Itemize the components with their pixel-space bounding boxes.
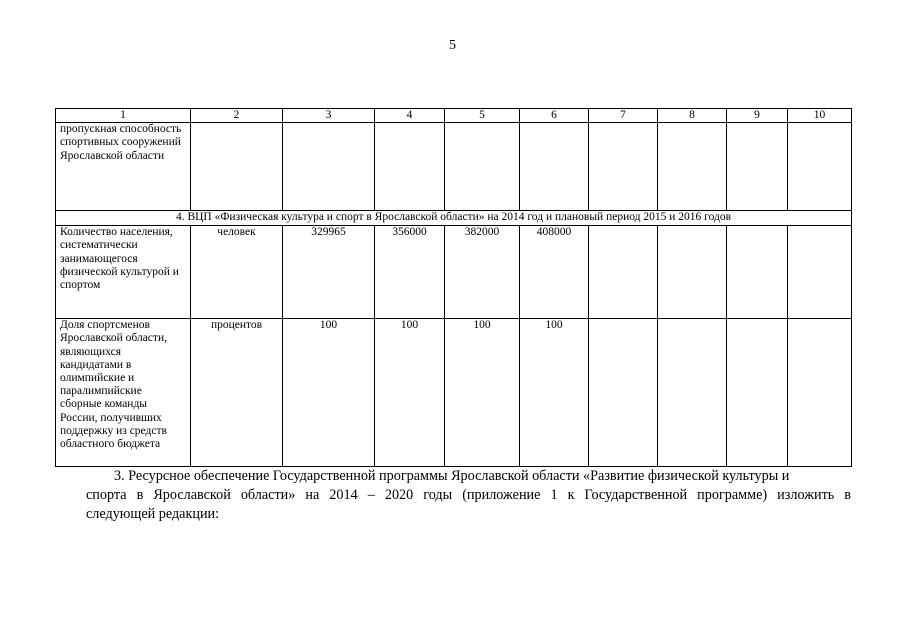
- value-cell-3: 100: [283, 319, 375, 467]
- page-number: 5: [449, 38, 456, 53]
- table-row: [56, 123, 852, 211]
- value-cell-5: 382000: [445, 226, 520, 319]
- value-cell-3: 329965: [283, 226, 375, 319]
- table-cell: [375, 123, 445, 211]
- col-header-9: 9: [727, 109, 788, 123]
- table-cell: [788, 226, 852, 319]
- table-cell: [658, 226, 727, 319]
- col-header-2: 2: [191, 109, 283, 123]
- row-label: Количество населения, систематически занимающегося физической культурой и спортом: [56, 226, 191, 319]
- table-cell: [191, 123, 283, 211]
- col-header-7: 7: [589, 109, 658, 123]
- value-cell-5: 100: [445, 319, 520, 467]
- paragraph-line-2: спорта в Ярославской области» на 2014 – 2020 годы (приложение 1 к Государственной программе) изложить в: [86, 487, 851, 503]
- row-label: Доля спортсменов Ярославской области, являющихся кандидатами в олимпийские и паралимпийские сборные команды России, получивших поддержку из средств областного бюджета: [56, 319, 191, 467]
- section-title: 4. ВЦП «Физическая культура и спорт в Ярославской области» на 2014 год и плановый период 2015 и 2016 годов: [56, 211, 852, 226]
- table-cell: [788, 123, 852, 211]
- paragraph-line-3: следующей редакции:: [86, 506, 220, 522]
- unit-cell: процентов: [191, 319, 283, 467]
- indicators-table: [55, 108, 852, 467]
- col-header-5: 5: [445, 109, 520, 123]
- col-header-8: 8: [658, 109, 727, 123]
- table-cell: [727, 123, 788, 211]
- table-cell: [283, 123, 375, 211]
- table-cell: [727, 319, 788, 467]
- col-header-6: 6: [520, 109, 589, 123]
- table-cell: [445, 123, 520, 211]
- table-cell: [589, 319, 658, 467]
- col-header-10: 10: [788, 109, 852, 123]
- table-cell: [658, 123, 727, 211]
- unit-cell: человек: [191, 226, 283, 319]
- table-cell: [658, 319, 727, 467]
- table-row: [56, 226, 852, 319]
- table-cell: [589, 123, 658, 211]
- paragraph-line-1: 3. Ресурсное обеспечение Государственной программы Ярославской области «Развитие физической культуры и: [114, 468, 790, 484]
- row-label: пропускная способность спортивных сооружений Ярославской области: [56, 123, 191, 211]
- table-cell: [727, 226, 788, 319]
- table-header-row: [56, 109, 852, 123]
- col-header-4: 4: [375, 109, 445, 123]
- table-row: [56, 319, 852, 467]
- value-cell-4: 356000: [375, 226, 445, 319]
- value-cell-6: 408000: [520, 226, 589, 319]
- value-cell-4: 100: [375, 319, 445, 467]
- table-cell: [520, 123, 589, 211]
- col-header-3: 3: [283, 109, 375, 123]
- col-header-1: 1: [56, 109, 191, 123]
- section-row: [56, 211, 852, 226]
- value-cell-6: 100: [520, 319, 589, 467]
- table-cell: [589, 226, 658, 319]
- table-cell: [788, 319, 852, 467]
